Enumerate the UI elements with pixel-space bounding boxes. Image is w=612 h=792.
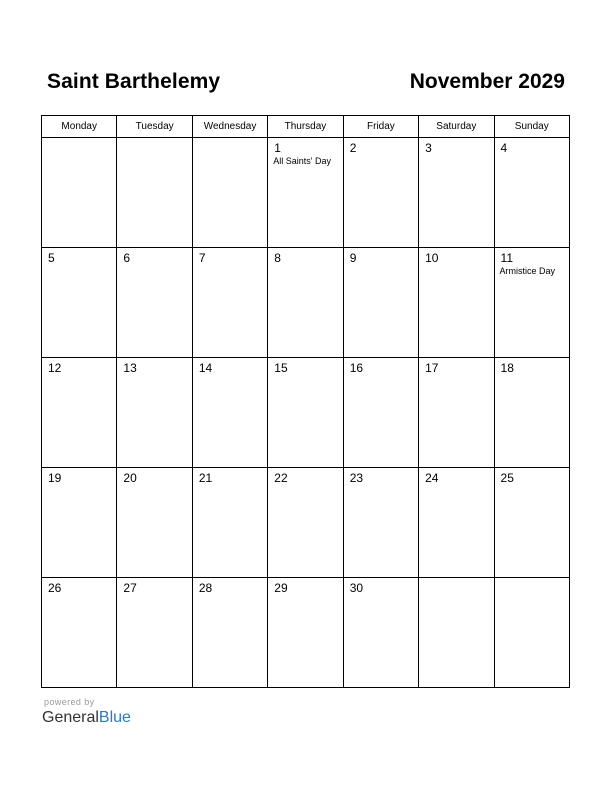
day-number: 16: [349, 361, 364, 375]
day-number: 4: [500, 141, 508, 155]
day-number: 12: [48, 361, 62, 375]
weekday-monday: Monday: [42, 116, 117, 138]
day-number: 19: [48, 471, 62, 485]
day-number: 27: [123, 581, 137, 595]
day-number: 9: [349, 251, 357, 265]
country-title: Saint Barthelemy: [47, 70, 221, 93]
holiday-label: All Saints' Day: [273, 156, 332, 166]
day-cell: [494, 578, 569, 688]
day-number: 17: [425, 361, 439, 375]
day-number: 11: [500, 251, 513, 265]
day-number: 1: [274, 141, 281, 155]
day-number: 7: [198, 251, 206, 265]
day-cell: [419, 358, 494, 468]
day-number: 23: [349, 471, 364, 485]
week-row: [42, 138, 570, 248]
weekday-saturday: Saturday: [419, 116, 494, 138]
weekday-sunday: Sunday: [494, 116, 569, 138]
day-cell: [419, 468, 494, 578]
day-cell: [343, 468, 418, 578]
day-cell: [42, 248, 117, 358]
day-cell: [117, 248, 192, 358]
day-cell: [42, 468, 117, 578]
day-number: 2: [349, 141, 357, 155]
day-number: 15: [274, 361, 288, 375]
day-cell: [117, 138, 192, 248]
day-cell: [192, 468, 267, 578]
day-number: 22: [274, 471, 288, 485]
day-number: 29: [274, 581, 288, 595]
day-cell: [42, 578, 117, 688]
day-cell: [268, 578, 343, 688]
day-cell: [268, 138, 343, 248]
day-number: 13: [123, 361, 137, 375]
weekday-thursday: Thursday: [268, 116, 343, 138]
week-row: [42, 468, 570, 578]
day-number: 14: [198, 361, 213, 375]
day-cell: [343, 138, 418, 248]
day-number: 5: [48, 251, 55, 265]
brand-blue: Blue: [98, 709, 131, 726]
day-number: 26: [48, 581, 62, 595]
day-cell: [419, 138, 494, 248]
weekday-tuesday: Tuesday: [117, 116, 192, 138]
day-cell: [42, 138, 117, 248]
holiday-label: Armistice Day: [499, 266, 556, 276]
week-row: [42, 578, 570, 688]
day-cell: [192, 358, 267, 468]
day-cell: [117, 468, 192, 578]
day-number: 25: [500, 471, 514, 485]
day-number: 8: [274, 251, 281, 265]
day-number: 24: [425, 471, 439, 485]
day-number: 20: [123, 471, 137, 485]
day-cell: [343, 358, 418, 468]
weekday-wednesday: Wednesday: [192, 116, 267, 138]
day-number: 30: [349, 581, 364, 595]
day-cell: [268, 468, 343, 578]
day-number: 10: [425, 251, 439, 265]
day-cell: [268, 248, 343, 358]
week-row: [42, 358, 570, 468]
powered-by-text: powered by: [44, 697, 95, 707]
day-cell: [192, 578, 267, 688]
day-cell: [117, 358, 192, 468]
brand-general: General: [42, 709, 99, 726]
day-cell: [117, 578, 192, 688]
weekday-header-row: [42, 116, 570, 138]
generalblue-logo: [42, 709, 131, 727]
calendar-grid: [41, 115, 570, 688]
day-cell: [192, 248, 267, 358]
day-cell: [268, 358, 343, 468]
day-number: 18: [500, 361, 514, 375]
day-cell: [42, 358, 117, 468]
day-cell: [494, 468, 569, 578]
day-cell: [419, 578, 494, 688]
day-number: 6: [123, 251, 131, 265]
day-cell: [419, 248, 494, 358]
week-row: [42, 248, 570, 358]
day-number: 21: [198, 471, 213, 485]
month-title: November 2029: [409, 70, 565, 93]
day-cell: [192, 138, 267, 248]
day-cell: [494, 358, 569, 468]
day-number: 3: [425, 141, 432, 155]
day-cell: [494, 248, 569, 358]
day-cell: [494, 138, 569, 248]
day-cell: [343, 578, 418, 688]
weekday-friday: Friday: [343, 116, 418, 138]
day-cell: [343, 248, 418, 358]
day-number: 28: [198, 581, 213, 595]
